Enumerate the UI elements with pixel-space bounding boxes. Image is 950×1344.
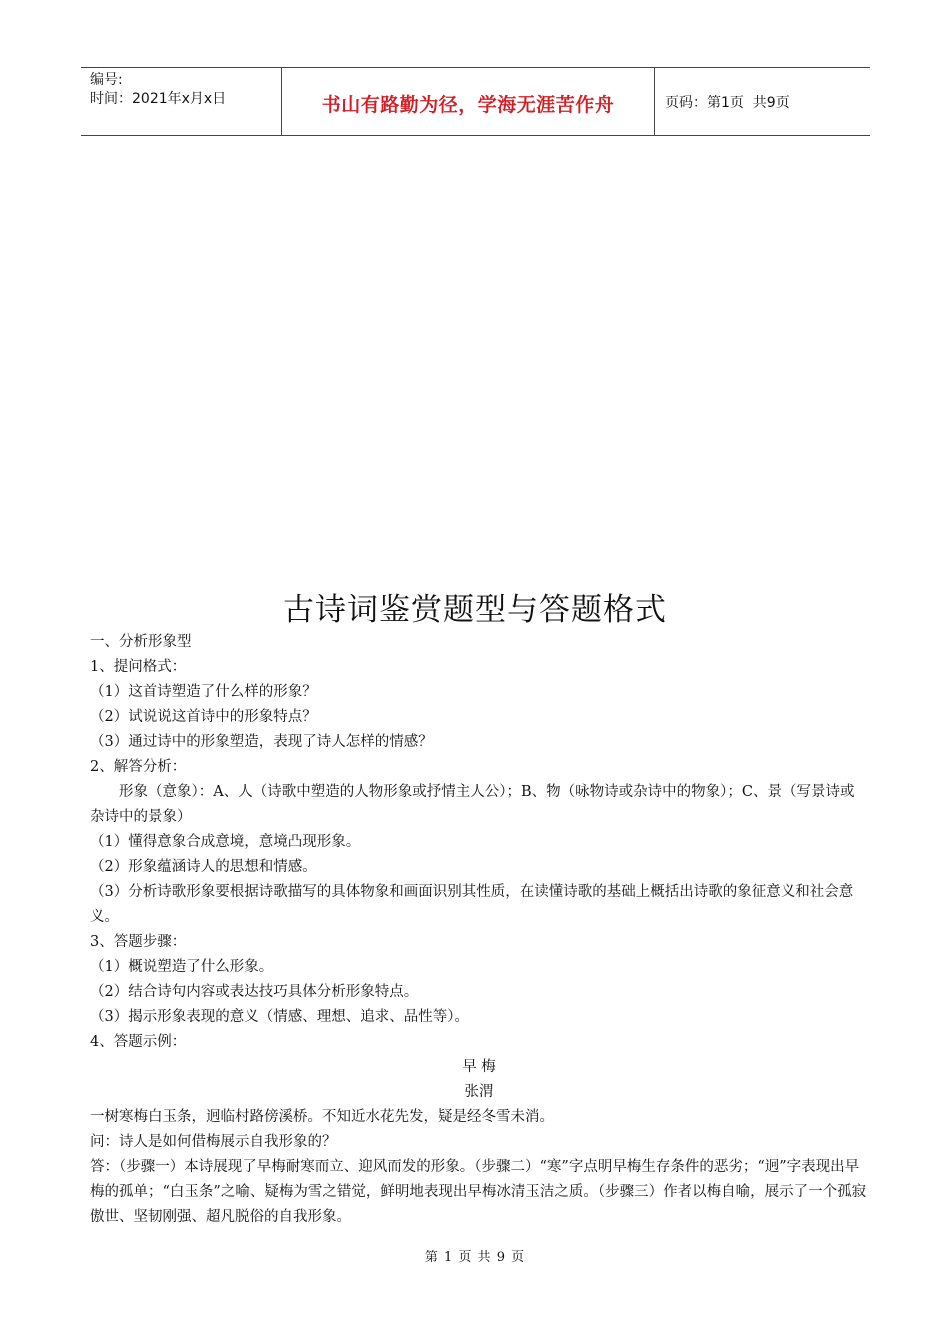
subsection-heading: 1、提问格式： xyxy=(90,659,187,675)
paragraph: （2）结合诗句内容或表达技巧具体分析形象特点。 xyxy=(90,984,419,1000)
paragraph: （3）通过诗中的形象塑造，表现了诗人怎样的情感？ xyxy=(90,734,433,750)
page-footer: 第 1 页 共 9 页 xyxy=(424,1250,526,1265)
header-motto-cell xyxy=(282,68,655,135)
poem-author: 张渭 xyxy=(464,1084,494,1100)
poem-title: 早 梅 xyxy=(462,1059,496,1075)
subsection-heading: 2、解答分析： xyxy=(90,759,187,775)
paragraph: （1）概说塑造了什么形象。 xyxy=(90,959,274,975)
paragraph: （1）这首诗塑造了什么样的形象？ xyxy=(90,684,317,700)
subsection-heading: 3、答题步骤： xyxy=(90,934,187,950)
header-page-cell xyxy=(655,68,870,135)
subsection-heading: 4、答题示例： xyxy=(90,1034,187,1050)
paragraph: （2）形象蕴涵诗人的思想和情感。 xyxy=(90,859,317,875)
paragraph: 形象（意象）：A、人（诗歌中塑造的人物形象或抒情主人公）；B、物（咏物诗或杂诗中的物象）；C、景（写景诗或杂诗中的景象） xyxy=(90,784,855,825)
document-body xyxy=(90,630,868,1230)
header-number-label: 编号: xyxy=(90,72,123,88)
answer: 答：（步骤一）本诗展现了早梅耐寒而立、迎风而发的形象。（步骤二）“寒”字点明早梅生存条件的恶劣；“迥”字表现出早梅的孤单；“白玉条”之喻、疑梅为雪之错觉，鲜明地表现出早梅冰清玉洁之质。（步骤三）作者以梅自喻，展示了一个孤寂傲世、坚韧刚强、超凡脱俗的自我形象。 xyxy=(90,1159,867,1225)
paragraph: （2）试说说这首诗中的形象特点？ xyxy=(90,709,317,725)
header-meta-cell xyxy=(81,68,282,135)
paragraph: （1）懂得意象合成意境，意境凸现形象。 xyxy=(90,834,361,850)
question: 问：诗人是如何借梅展示自我形象的？ xyxy=(90,1134,337,1150)
document-title: 古诗词鉴赏题型与答题格式 xyxy=(283,592,667,628)
header-motto: 书山有路勤为径，学海无涯苦作舟 xyxy=(321,93,615,116)
paragraph: （3）揭示形象表现的意义（情感、理想、追求、品性等）。 xyxy=(90,1009,469,1025)
paragraph: （3）分析诗歌形象要根据诗歌描写的具体物象和画面识别其性质，在读懂诗歌的基础上概括出诗歌的象征意义和社会意义。 xyxy=(90,884,854,925)
section-heading: 一、分析形象型 xyxy=(90,634,192,650)
header-page-info: 页码：第1页 共9页 xyxy=(665,95,790,111)
document-header xyxy=(81,67,870,136)
header-time-label: 时间：2021年x月x日 xyxy=(90,91,227,107)
poem-text: 一树寒梅白玉条，迥临村路傍溪桥。不知近水花先发，疑是经冬雪未消。 xyxy=(90,1109,554,1125)
